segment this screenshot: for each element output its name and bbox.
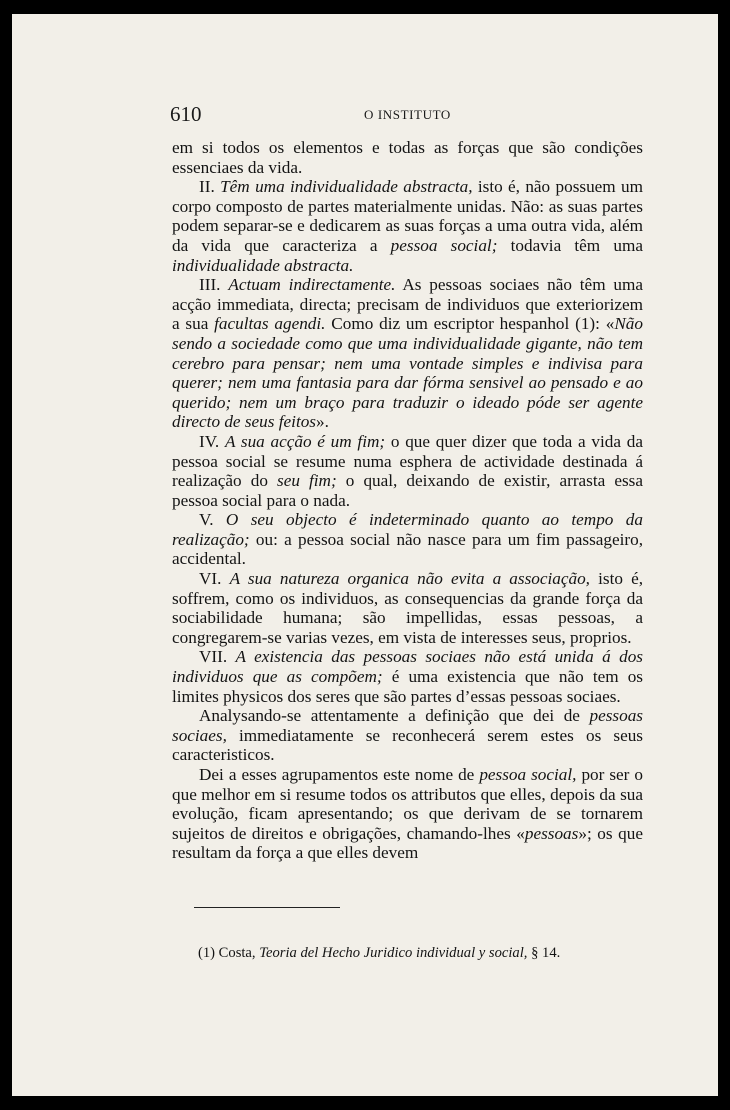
italic-text: pessoas (524, 823, 579, 843)
text-run: isto é, soffrem, como os individuos, as consequencias da grande força da sociabilidade humana; são impellidas, essas pessoas, a congregarem-se varias vezes, em vista de interesses seus, proprios. (172, 569, 643, 647)
page-header (170, 102, 650, 126)
italic-text: Teoria del Hecho Juridico individual y social, (259, 945, 528, 961)
paragraph-ii (172, 177, 643, 275)
italic-text: pessoa social; (390, 235, 498, 255)
text-run: As pessoas sociaes não têm uma acção immediata, directa; precisam de individuos que exteriorizem a sua (172, 275, 643, 334)
book-page (12, 14, 718, 1096)
paragraph-naming (172, 765, 643, 863)
italic-text: Actuam indirectamente. (228, 275, 396, 295)
text-run: o qual, deixando de existir, arrasta essa pessoa social para o nada. (172, 471, 643, 510)
italic-text: pessoas sociaes, (172, 706, 643, 745)
paragraph-iii (172, 275, 643, 432)
text-run: é uma existencia que não tem os limites physicos dos seres que são partes d’essas pessoas sociaes. (172, 667, 643, 706)
italic-text: pessoa social, (479, 765, 577, 784)
text-run: em si todos os elementos e todas as forças que são condições essenciaes da vida. (172, 138, 643, 177)
footnote-rule (194, 907, 340, 908)
paragraph-iv (172, 432, 643, 510)
text-run: V. (199, 510, 226, 530)
text-run: (1) Costa, (198, 945, 260, 961)
italic-text: A sua natureza organica não evita a associação, (229, 569, 590, 589)
text-run: isto é, não possuem um corpo composto de partes materialmente unidas. Não: as suas partes podem separar-se e dedicarem as suas forças a uma outra vida, além da vida que caracteriza a (172, 177, 643, 255)
text-run: VI. (199, 569, 230, 589)
text-run: todavia têm uma (497, 235, 643, 255)
text-run: por ser o que melhor em si resume todos os attributos que elles, depois da sua evolução, ficam apresentando; os que derivam de se tornarem sujeitos de direitos e obrigações, chamando-lhes « (172, 765, 643, 843)
text-run: immediatamente se reconhecerá serem estes os seus caracteristicos. (172, 725, 643, 765)
text-run: § 14. (527, 945, 561, 961)
italic-text: A sua acção é um fim; (224, 431, 386, 451)
paragraph-continuation (172, 138, 643, 177)
text-run: o que quer dizer que toda a vida da pessoa social se resume numa esphera de actividade destinada á realização do (172, 431, 643, 491)
italic-text: Não sendo a sociedade como que uma individualidade gigante, não tem cerebro para pensar; nem uma vontade simples e indivisa para querer; nem uma fantasia para dar fórma sensivel ao pensado e ao querido; nem um braço para traduzir o ideado póde ser agente directo de seus feitos (172, 314, 643, 432)
paragraph-vii (172, 647, 643, 706)
text-run: II. (199, 177, 221, 197)
italic-text: individualidade abstracta. (172, 255, 354, 275)
text-run: ». (316, 412, 329, 432)
italic-text: O seu objecto é indeterminado quanto ao tempo da realização; (172, 510, 643, 549)
body-text (172, 138, 643, 863)
text-run: IV. (199, 431, 225, 451)
italic-text: seu fim; (277, 471, 337, 491)
text-run: III. (199, 275, 229, 295)
italic-text: facultas agendi. (214, 314, 326, 334)
text-run: Dei a esses agrupamentos este nome de (199, 765, 480, 784)
footnote (198, 944, 638, 962)
paragraph-v (172, 510, 643, 569)
paragraph-analysis (172, 706, 643, 765)
text-run: VII. (199, 647, 236, 667)
text-run: ou: a pessoa social não nasce para um fim passageiro, accidental. (172, 529, 643, 569)
page-number: 610 (170, 102, 202, 126)
running-title: O INSTITUTO (364, 107, 451, 122)
text-run: Como diz um escriptor hespanhol (1): « (325, 314, 615, 334)
italic-text: Têm uma individualidade abstracta, (220, 177, 473, 197)
paragraph-vi (172, 569, 643, 647)
text-run: Analysando-se attentamente a definição que dei de (199, 706, 590, 726)
italic-text: A existencia das pessoas sociaes não está unida á dos individuos que as compõem; (172, 647, 643, 687)
text-run: »; os que resultam da força a que elles devem (172, 823, 643, 863)
